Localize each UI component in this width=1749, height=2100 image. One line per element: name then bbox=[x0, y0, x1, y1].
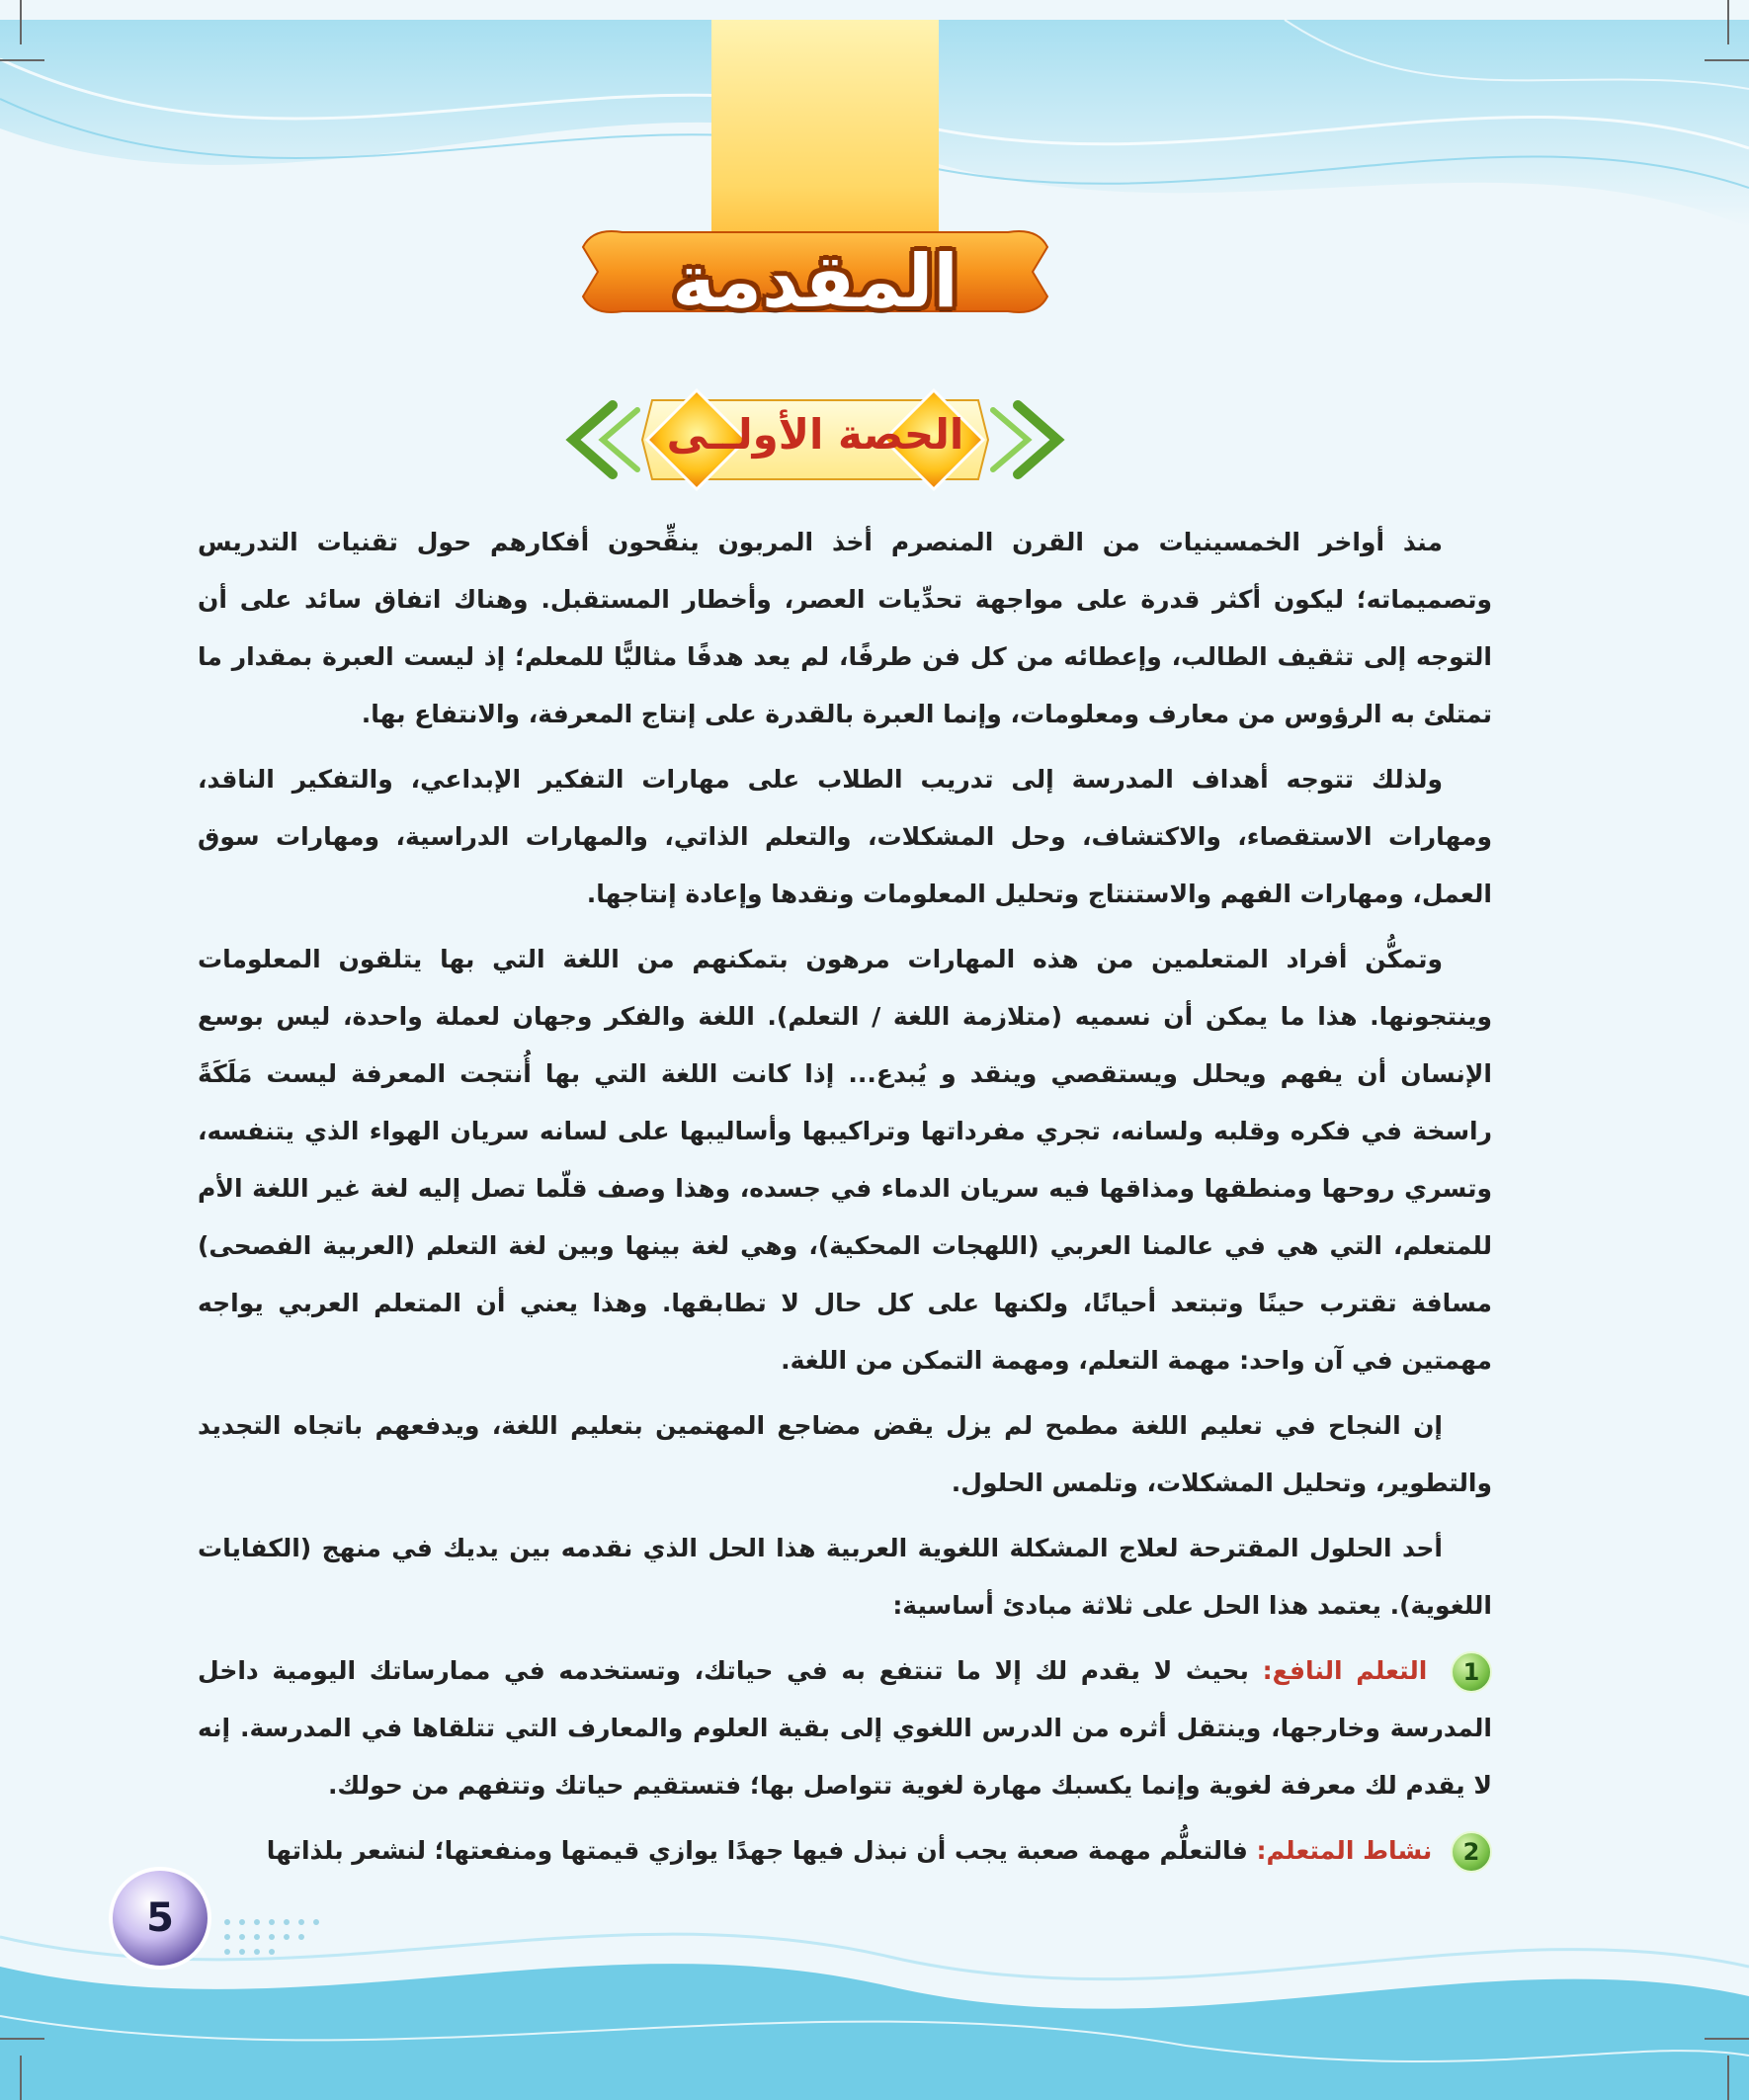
paragraph: وتمكُّن أفراد المتعلمين من هذه المهارات مرهون بتمكنهم من اللغة التي بها يتلقون المعلومات وينتجونها. هذا ما يمكن أن نسميه (متلازمة اللغة / التعلم). اللغة والفكر وجهان لعملة واحدة، ليس بوسع الإنسان أن يفهم ويحلل ويستقصي وينقد و يُبدع... إذا كانت اللغة التي بها أُنتجت المعرفة ليست مَلَكَةً راسخة في فكره وقلبه ولسانه، تجري مفرداتها وتراكيبها وأساليبها على لسانه سريان الهواء الذي يتنفسه، وتسري روحها ومنطقها ومذاقها فيه سريان الدماء في جسده، وهذا وصف قلّما تصل إليه لغة غير اللغة الأم للمتعلم، التي هي في عالمنا العربي (اللهجات المحكية)، وهي لغة بينها وبين لغة التعلم (العربية الفصحى) مسافة تقترب حينًا وتبتعد أحيانًا، ولكنها على كل حال لا تطابقها. وهذا يعني أن المتعلم العربي يواجه مهمتين في آن واحد: مهمة التعلم، ومهمة التمكن من اللغة. bbox=[198, 945, 1492, 1375]
principle-text: بحيث لا يقدم لك إلا ما تنتفع به في حياتك، وتستخدمه في ممارساتك اليومية داخل المدرسة وخارجها، وينتقل أثره من الدرس اللغوي إلى بقية العلوم والمعارف التي تتلقاها في المدرسة. إنه لا يقدم لك معرفة لغوية وإنما يكسبك مهارة لغوية تتواصل بها؛ فتستقيم حياتك وتتفهم من حولك. bbox=[198, 1656, 1492, 1800]
principle-title: التعلم النافع: bbox=[1262, 1656, 1428, 1685]
paragraph: منذ أواخر الخمسينيات من القرن المنصرم أخذ المربون ينقِّحون أفكارهم حول تقنيات التدريس وتصميماته؛ ليكون أكثر قدرة على مواجهة تحدِّيات العصر، وأخطار المستقبل. وهناك اتفاق سائد على أن التوجه إلى تثقيف الطالب، وإعطائه من كل فن طرفًا، لم يعد هدفًا مثاليًّا للمعلم؛ إذ ليست العبرة بمقدار ما تمتلئ به الرؤوس من معارف ومعلومات، وإنما العبرة بالقدرة على إنتاج المعرفة، والانتفاع بها. bbox=[198, 528, 1492, 728]
title-banner bbox=[583, 227, 1047, 336]
crop-mark bbox=[1727, 0, 1729, 44]
lesson-subtitle: الحصة الأولــى bbox=[666, 410, 964, 459]
crop-mark bbox=[0, 2038, 44, 2040]
paragraph: إن النجاح في تعليم اللغة مطمح لم يزل يقض مضاجع المهتمين بتعليم اللغة، ويدفعهم باتجاه التجديد والتطوير، وتحليل المشكلات، وتلمس الحلول. bbox=[198, 1411, 1492, 1497]
crop-mark bbox=[1705, 59, 1749, 61]
intro-body bbox=[198, 514, 1492, 1888]
crop-mark bbox=[1727, 2056, 1729, 2100]
crop-mark bbox=[20, 2056, 22, 2100]
number-badge: 1 bbox=[1451, 1651, 1492, 1693]
principle-item bbox=[198, 1642, 1492, 1814]
number-badge: 2 bbox=[1451, 1831, 1492, 1873]
subtitle-scroll bbox=[603, 390, 1028, 479]
crop-mark bbox=[1705, 2038, 1749, 2040]
paragraph: أحد الحلول المقترحة لعلاج المشكلة اللغوية العربية هذا الحل الذي نقدمه بين يديك في منهج (الكفايات اللغوية). يعتمد هذا الحل على ثلاثة مبادئ أساسية: bbox=[198, 1534, 1492, 1620]
paragraph: ولذلك تتوجه أهداف المدرسة إلى تدريب الطلاب على مهارات التفكير الإبداعي، والتفكير الناقد، ومهارات الاستقصاء، والاكتشاف، وحل المشكلات، والتعلم الذاتي، والمهارات الدراسية، ومهارات سوق العمل، ومهارات الفهم والاستنتاج وتحليل المعلومات ونقدها وإعادة إنتاجها. bbox=[198, 765, 1492, 908]
crop-mark bbox=[20, 0, 22, 44]
crop-mark bbox=[0, 59, 44, 61]
principle-text: فالتعلُّم مهمة صعبة يجب أن نبذل فيها جهدًا يوازي قيمتها ومنفعتها؛ لنشعر بلذاتها bbox=[266, 1836, 1248, 1865]
page-title: المقدمة bbox=[672, 239, 958, 324]
page-number: 5 bbox=[146, 1895, 174, 1941]
principle-item bbox=[198, 1822, 1492, 1880]
principle-title: نشاط المتعلم: bbox=[1256, 1836, 1433, 1865]
